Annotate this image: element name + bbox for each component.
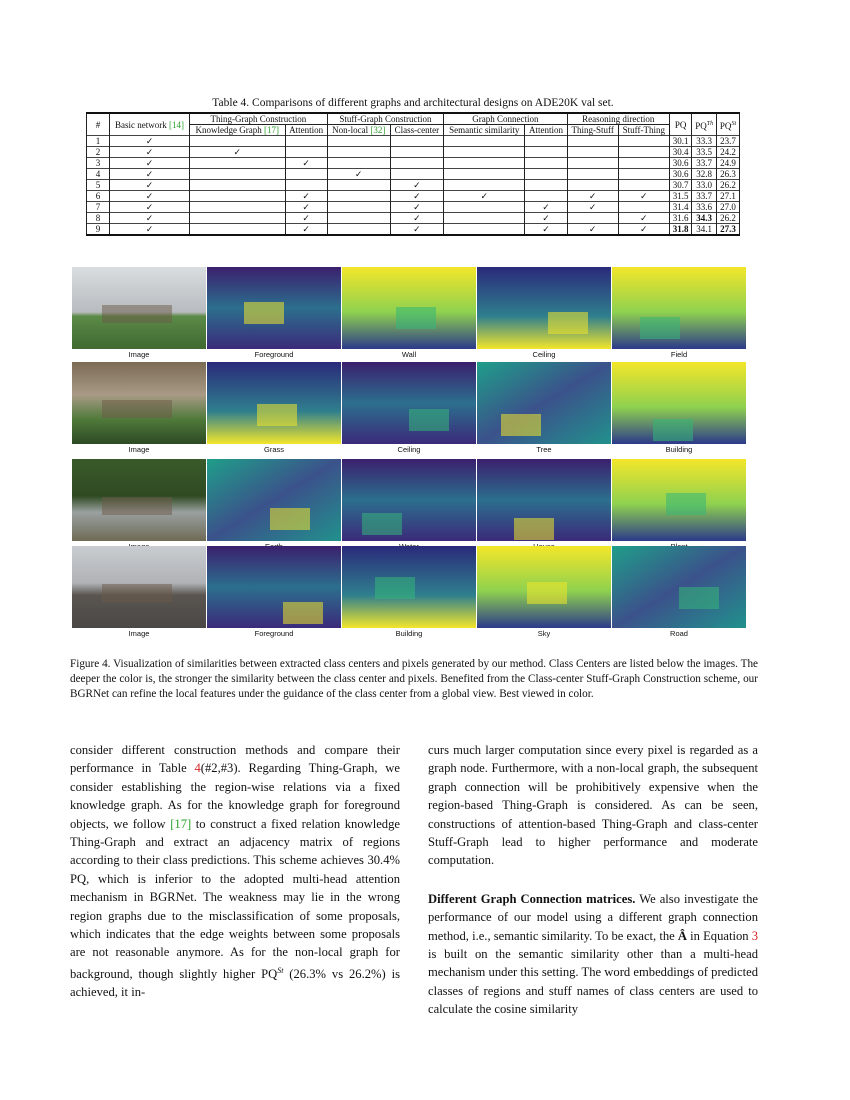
check-mark: ✓ bbox=[110, 191, 190, 202]
empty-cell bbox=[444, 158, 525, 169]
scene-photo bbox=[72, 459, 206, 541]
empty-cell bbox=[327, 202, 390, 213]
header-attention: Attention bbox=[285, 125, 327, 136]
value-th: 34.3 bbox=[692, 213, 717, 224]
value-pq: 30.4 bbox=[669, 147, 691, 158]
check-mark: ✓ bbox=[189, 147, 285, 158]
value-th: 33.5 bbox=[692, 147, 717, 158]
right-paragraph-1: curs much larger computation since every pixel is regarded as a graph node. Furthermore, with a non-local graph, the subsequent graph connection will be prohibitively expensive when the region-based Thing-Graph is considered. As can be seen, constructions of attention-based Thing-Graph and class-center Stuff-Graph lead to higher performance and moderate computation. bbox=[428, 743, 758, 868]
empty-cell bbox=[444, 180, 525, 191]
left-column-text: consider different construction methods and compare their performance in Table 4(#2,#3). Regarding Thing-Graph, we consider establishing the region-wise relations via a fixed knowledge graph. As for the knowledge graph for foreground objects, we follow [17] to construct a fixed relation knowledge Thing-Graph and extract an adjacency matrix of regions according to their class predictions. This scheme achieves 30.4% PQ, which is inferior to the adopted multi-head attention mechanism in BGRNet. The weakness may lie in the wrong region graphs due to the misclassification of some proposals, which indicates that the edge weights between some proposals are not reasonable anymore. As for the non-local graph for background, though slightly higher $PQ^{St}$ (26.3% vs 26.2%) is achieved, it in- bbox=[70, 743, 400, 1000]
right-paragraph-2: Different Graph Connection matrices. We also investigate the performance of our model using a different graph connection method, i.e., semantic similarity. To be exact, the Â in Equation 3 is built on the semantic similarity other than a multi-head mechanism under this setting. The word embeddings of predicted classes of regions and stuff names of class centers are used to calculate the cosine similarity bbox=[428, 891, 759, 1017]
value-st: 26.3 bbox=[717, 169, 740, 180]
check-mark: ✓ bbox=[567, 224, 618, 236]
check-mark: ✓ bbox=[110, 147, 190, 158]
check-mark: ✓ bbox=[390, 180, 443, 191]
figure-label: Foreground bbox=[254, 629, 294, 638]
row-num: 4 bbox=[87, 169, 110, 180]
figure-label: Wall bbox=[401, 350, 417, 359]
table-caption: Table 4. Comparisons of different graphs and architectural designs on ADE20K val set. bbox=[212, 97, 614, 109]
check-mark: ✓ bbox=[110, 224, 190, 236]
empty-cell bbox=[189, 180, 285, 191]
row-num: 5 bbox=[87, 180, 110, 191]
empty-cell bbox=[618, 158, 669, 169]
header-attention-2: Attention bbox=[525, 125, 567, 136]
figure-label: Ceiling bbox=[532, 350, 556, 359]
value-th: 33.6 bbox=[692, 202, 717, 213]
table-ref-link[interactable]: 4 bbox=[194, 761, 201, 776]
empty-cell bbox=[525, 191, 567, 202]
similarity-heatmap bbox=[342, 459, 476, 541]
empty-cell bbox=[327, 158, 390, 169]
scene-photo bbox=[72, 546, 206, 628]
similarity-heatmap bbox=[207, 362, 341, 444]
value-th: 33.7 bbox=[692, 158, 717, 169]
value-st: 26.2 bbox=[717, 213, 740, 224]
empty-cell bbox=[189, 169, 285, 180]
check-mark: ✓ bbox=[110, 202, 190, 213]
empty-cell bbox=[189, 158, 285, 169]
empty-cell bbox=[525, 169, 567, 180]
value-pq: 30.6 bbox=[669, 169, 691, 180]
empty-cell bbox=[567, 158, 618, 169]
value-st: 23.7 bbox=[717, 136, 740, 147]
check-mark: ✓ bbox=[567, 202, 618, 213]
value-st: 27.1 bbox=[717, 191, 740, 202]
citation-17-link[interactable]: [17] bbox=[170, 816, 192, 831]
empty-cell bbox=[567, 213, 618, 224]
value-pq: 31.6 bbox=[669, 213, 691, 224]
empty-cell bbox=[567, 180, 618, 191]
similarity-heatmap bbox=[612, 459, 746, 541]
value-pq: 30.1 bbox=[669, 136, 691, 147]
check-mark: ✓ bbox=[618, 191, 669, 202]
row-num: 6 bbox=[87, 191, 110, 202]
similarity-heatmap bbox=[207, 267, 341, 349]
row-num: 3 bbox=[87, 158, 110, 169]
value-st: 27.0 bbox=[717, 202, 740, 213]
value-th: 34.1 bbox=[692, 224, 717, 236]
header-stuff-graph-construction: Stuff-Graph Construction bbox=[327, 113, 443, 125]
empty-cell bbox=[189, 191, 285, 202]
check-mark: ✓ bbox=[327, 169, 390, 180]
check-mark: ✓ bbox=[285, 202, 327, 213]
scene-photo bbox=[72, 267, 206, 349]
figure-caption: Figure 4. Visualization of similarities between extracted class centers and pixels generated by our method. Class Centers are listed below the images. The deeper the color is, the stronger the similarity between the class center and pixels. Benefited from the Class-center Stuff-Graph Construction scheme, our BGRNet can refine the local features under the guidance of the class center from a global view. Best viewed in color. bbox=[70, 658, 758, 700]
empty-cell bbox=[327, 136, 390, 147]
header-class-center: Class-center bbox=[390, 125, 443, 136]
value-th: 33.7 bbox=[692, 191, 717, 202]
check-mark: ✓ bbox=[110, 169, 190, 180]
check-mark: ✓ bbox=[285, 191, 327, 202]
table-row bbox=[87, 224, 740, 236]
right-column-text bbox=[428, 741, 758, 1019]
similarity-heatmap bbox=[612, 267, 746, 349]
similarity-heatmap bbox=[477, 362, 611, 444]
check-mark: ✓ bbox=[285, 213, 327, 224]
empty-cell bbox=[327, 147, 390, 158]
figure-label: Road bbox=[670, 629, 688, 638]
header-pq-th: $PQ^{Th}$ bbox=[692, 113, 717, 136]
figure-label: Foreground bbox=[254, 350, 294, 359]
value-st: 24.9 bbox=[717, 158, 740, 169]
empty-cell bbox=[525, 136, 567, 147]
similarity-heatmap bbox=[612, 362, 746, 444]
figure-label: Image bbox=[128, 629, 150, 638]
header-thing-stuff: Thing-Stuff bbox=[567, 125, 618, 136]
header-non-local: Non-local [32] bbox=[327, 125, 390, 136]
check-mark: ✓ bbox=[390, 213, 443, 224]
row-num: 9 bbox=[87, 224, 110, 236]
empty-cell bbox=[390, 147, 443, 158]
header-graph-connection: Graph Connection bbox=[444, 113, 567, 125]
empty-cell bbox=[390, 158, 443, 169]
check-mark: ✓ bbox=[285, 224, 327, 236]
similarity-heatmap bbox=[477, 267, 611, 349]
check-mark: ✓ bbox=[390, 202, 443, 213]
empty-cell bbox=[189, 213, 285, 224]
value-pq: 30.6 bbox=[669, 158, 691, 169]
empty-cell bbox=[444, 147, 525, 158]
comparison-table bbox=[86, 112, 740, 236]
empty-cell bbox=[444, 136, 525, 147]
section-heading: Different Graph Connection matrices. bbox=[428, 891, 636, 906]
similarity-heatmap bbox=[207, 459, 341, 541]
similarity-heatmap bbox=[477, 459, 611, 541]
value-pq: 31.8 bbox=[669, 224, 691, 236]
empty-cell bbox=[189, 136, 285, 147]
value-th: 33.3 bbox=[692, 136, 717, 147]
check-mark: ✓ bbox=[567, 191, 618, 202]
check-mark: ✓ bbox=[444, 191, 525, 202]
figure-label: Building bbox=[665, 445, 693, 454]
empty-cell bbox=[390, 169, 443, 180]
check-mark: ✓ bbox=[390, 224, 443, 236]
check-mark: ✓ bbox=[285, 158, 327, 169]
header-basic-network: Basic network [14] bbox=[110, 113, 190, 136]
check-mark: ✓ bbox=[110, 180, 190, 191]
table-row bbox=[87, 191, 740, 202]
empty-cell bbox=[525, 158, 567, 169]
empty-cell bbox=[285, 169, 327, 180]
check-mark: ✓ bbox=[110, 136, 190, 147]
empty-cell bbox=[327, 180, 390, 191]
empty-cell bbox=[618, 147, 669, 158]
value-pq: 30.7 bbox=[669, 180, 691, 191]
value-th: 33.0 bbox=[692, 180, 717, 191]
scene-photo bbox=[72, 362, 206, 444]
similarity-heatmap bbox=[342, 362, 476, 444]
empty-cell bbox=[525, 147, 567, 158]
check-mark: ✓ bbox=[525, 213, 567, 224]
similarity-heatmap bbox=[342, 267, 476, 349]
similarity-heatmap bbox=[207, 546, 341, 628]
empty-cell bbox=[285, 180, 327, 191]
empty-cell bbox=[618, 136, 669, 147]
check-mark: ✓ bbox=[390, 191, 443, 202]
empty-cell bbox=[285, 147, 327, 158]
table-row bbox=[87, 202, 740, 213]
value-th: 32.8 bbox=[692, 169, 717, 180]
row-num: 7 bbox=[87, 202, 110, 213]
table-row bbox=[87, 180, 740, 191]
empty-cell bbox=[618, 169, 669, 180]
value-st: 24.2 bbox=[717, 147, 740, 158]
equation-ref-link[interactable]: 3 bbox=[751, 928, 759, 943]
empty-cell bbox=[525, 180, 567, 191]
empty-cell bbox=[567, 169, 618, 180]
similarity-heatmap bbox=[342, 546, 476, 628]
empty-cell bbox=[618, 202, 669, 213]
empty-cell bbox=[444, 169, 525, 180]
empty-cell bbox=[189, 202, 285, 213]
header-thing-graph-construction: Thing-Graph Construction bbox=[189, 113, 327, 125]
figure-label: Field bbox=[670, 350, 688, 359]
check-mark: ✓ bbox=[618, 224, 669, 236]
empty-cell bbox=[189, 224, 285, 236]
header-pq-st: $PQ^{St}$ bbox=[717, 113, 740, 136]
figure-label: Image bbox=[128, 350, 150, 359]
check-mark: ✓ bbox=[618, 213, 669, 224]
value-st: 27.3 bbox=[717, 224, 740, 236]
value-pq: 31.4 bbox=[669, 202, 691, 213]
check-mark: ✓ bbox=[110, 158, 190, 169]
table-body bbox=[87, 136, 740, 236]
row-num: 2 bbox=[87, 147, 110, 158]
figure-label: Tree bbox=[536, 445, 552, 454]
row-num: 8 bbox=[87, 213, 110, 224]
header-stuff-thing: Stuff-Thing bbox=[618, 125, 669, 136]
figure-label: Building bbox=[395, 629, 423, 638]
empty-cell bbox=[567, 147, 618, 158]
empty-cell bbox=[444, 213, 525, 224]
header-num: # bbox=[87, 113, 110, 136]
empty-cell bbox=[327, 224, 390, 236]
figure-label: Image bbox=[128, 445, 150, 454]
value-pq: 31.5 bbox=[669, 191, 691, 202]
empty-cell bbox=[285, 136, 327, 147]
value-st: 26.2 bbox=[717, 180, 740, 191]
row-num: 1 bbox=[87, 136, 110, 147]
table-row bbox=[87, 213, 740, 224]
empty-cell bbox=[390, 136, 443, 147]
header-reasoning-direction: Reasoning direction bbox=[567, 113, 669, 125]
check-mark: ✓ bbox=[525, 202, 567, 213]
empty-cell bbox=[444, 202, 525, 213]
empty-cell bbox=[618, 180, 669, 191]
check-mark: ✓ bbox=[110, 213, 190, 224]
table-row bbox=[87, 158, 740, 169]
empty-cell bbox=[444, 224, 525, 236]
table-row bbox=[87, 136, 740, 147]
similarity-heatmap bbox=[477, 546, 611, 628]
figure-label: Sky bbox=[537, 629, 551, 638]
header-semantic-similarity: Semantic similarity bbox=[444, 125, 525, 136]
table-row bbox=[87, 169, 740, 180]
figure-label: Grass bbox=[263, 445, 284, 454]
empty-cell bbox=[567, 136, 618, 147]
header-knowledge-graph: Knowledge Graph [17] bbox=[189, 125, 285, 136]
check-mark: ✓ bbox=[525, 224, 567, 236]
empty-cell bbox=[327, 213, 390, 224]
figure-label: Ceiling bbox=[397, 445, 421, 454]
table-row bbox=[87, 147, 740, 158]
similarity-heatmap bbox=[612, 546, 746, 628]
header-pq: PQ bbox=[669, 113, 691, 136]
empty-cell bbox=[327, 191, 390, 202]
